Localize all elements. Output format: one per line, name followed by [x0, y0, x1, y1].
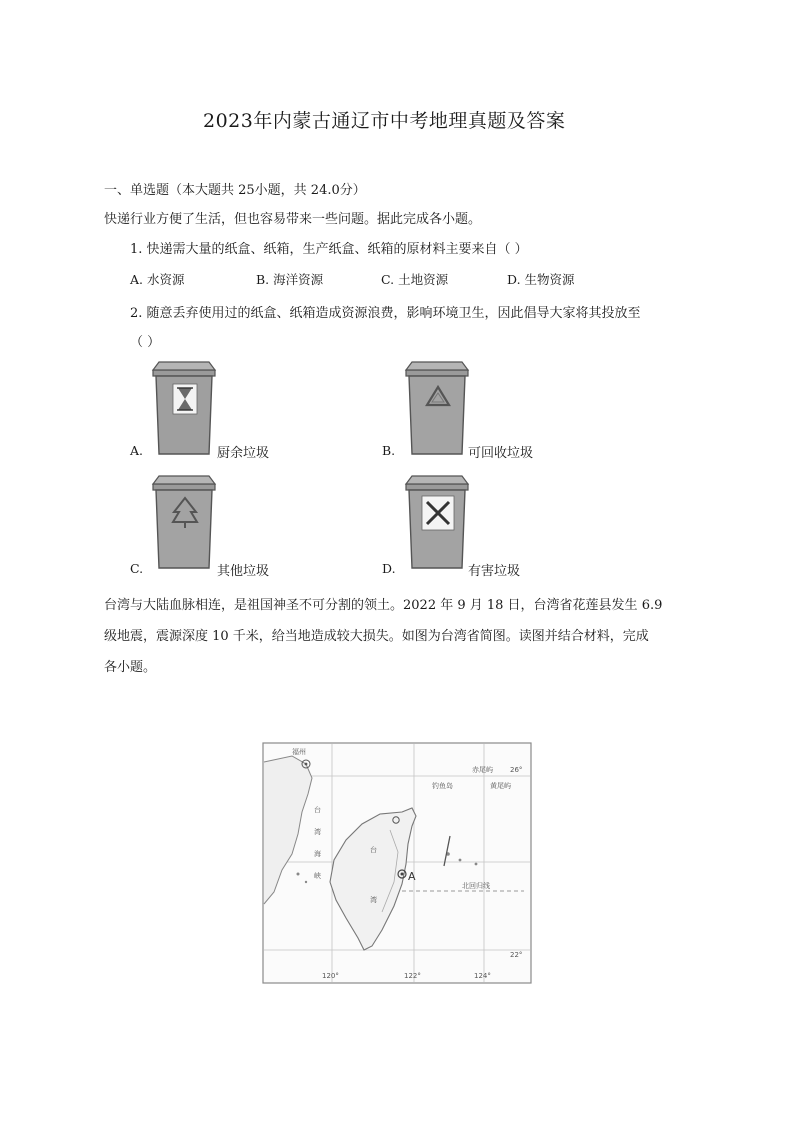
q2-option-d-label: 有害垃圾: [468, 564, 521, 579]
taiwan-map: [262, 742, 532, 984]
intro-paragraph-2-line-1: 台湾与大陆血脉相连，是祖国神圣不可分割的领土。2022 年 9 月 18 日，台湾省花莲县发生 6.9: [104, 598, 663, 613]
q2-option-a-letter: A.: [130, 443, 144, 458]
label-lat-top: 26°: [510, 766, 523, 774]
label-chiwei: 赤尾屿: [472, 766, 493, 774]
intro-paragraph-2-line-3: 各小题。: [104, 660, 157, 675]
q2-option-c-letter: C.: [130, 561, 144, 576]
label-tropic: 北回归线: [462, 882, 490, 890]
trash-bin-recyclable: [402, 358, 472, 458]
intro-paragraph-2-line-2: 级地震，震源深度 10 千米，给当地造成较大损失。如图为台湾省简图。读图并结合材料，完成: [104, 629, 649, 644]
intro-paragraph-1: 快递行业方便了生活，但也容易带来一些问题。据此完成各小题。: [104, 212, 482, 227]
q1-option-c: C. 土地资源: [381, 272, 449, 287]
label-point-a: A: [408, 870, 416, 883]
q1-option-d: D. 生物资源: [507, 272, 575, 287]
question-2-stem: 2. 随意丢弃使用过的纸盒、纸箱造成资源浪费，影响环境卫生，因此倡导大家将其投放至: [130, 306, 641, 321]
label-fuzhou: 福州: [292, 748, 306, 756]
q2-option-c-label: 其他垃圾: [217, 564, 270, 579]
label-lon-left: 120°: [322, 972, 339, 980]
q2-option-b-letter: B.: [382, 443, 396, 458]
label-lon-right: 124°: [474, 972, 491, 980]
label-huangwei: 黄尾屿: [490, 782, 511, 790]
label-island-2: 湾: [370, 896, 377, 904]
label-strait-3: 海: [314, 850, 321, 858]
label-strait-2: 湾: [314, 828, 321, 836]
label-strait-4: 峡: [314, 872, 321, 880]
trash-bin-hazardous: [402, 472, 472, 572]
question-1-stem: 1. 快递需大量的纸盒、纸箱，生产纸盒、纸箱的原材料主要来自（ ）: [130, 242, 528, 257]
label-strait-1: 台: [314, 806, 321, 814]
q1-option-a: A. 水资源: [130, 272, 185, 287]
page-title: 2023年内蒙古通辽市中考地理真题及答案: [203, 110, 566, 132]
label-lon-mid: 122°: [404, 972, 421, 980]
q2-option-b-label: 可回收垃圾: [468, 446, 534, 461]
section-heading: 一、单选题（本大题共 25小题，共 24.0分）: [104, 183, 366, 198]
label-lat-bottom: 22°: [510, 951, 523, 959]
trash-bin-other: [149, 472, 219, 572]
q2-option-a-label: 厨余垃圾: [217, 446, 270, 461]
trash-bin-kitchen: [149, 358, 219, 458]
question-2-stem-cont: （ ）: [130, 335, 161, 350]
label-diaoyu: 钓鱼岛: [432, 782, 453, 790]
label-island-1: 台: [370, 846, 377, 854]
q1-option-b: B. 海洋资源: [256, 272, 324, 287]
q2-option-d-letter: D.: [382, 561, 396, 576]
